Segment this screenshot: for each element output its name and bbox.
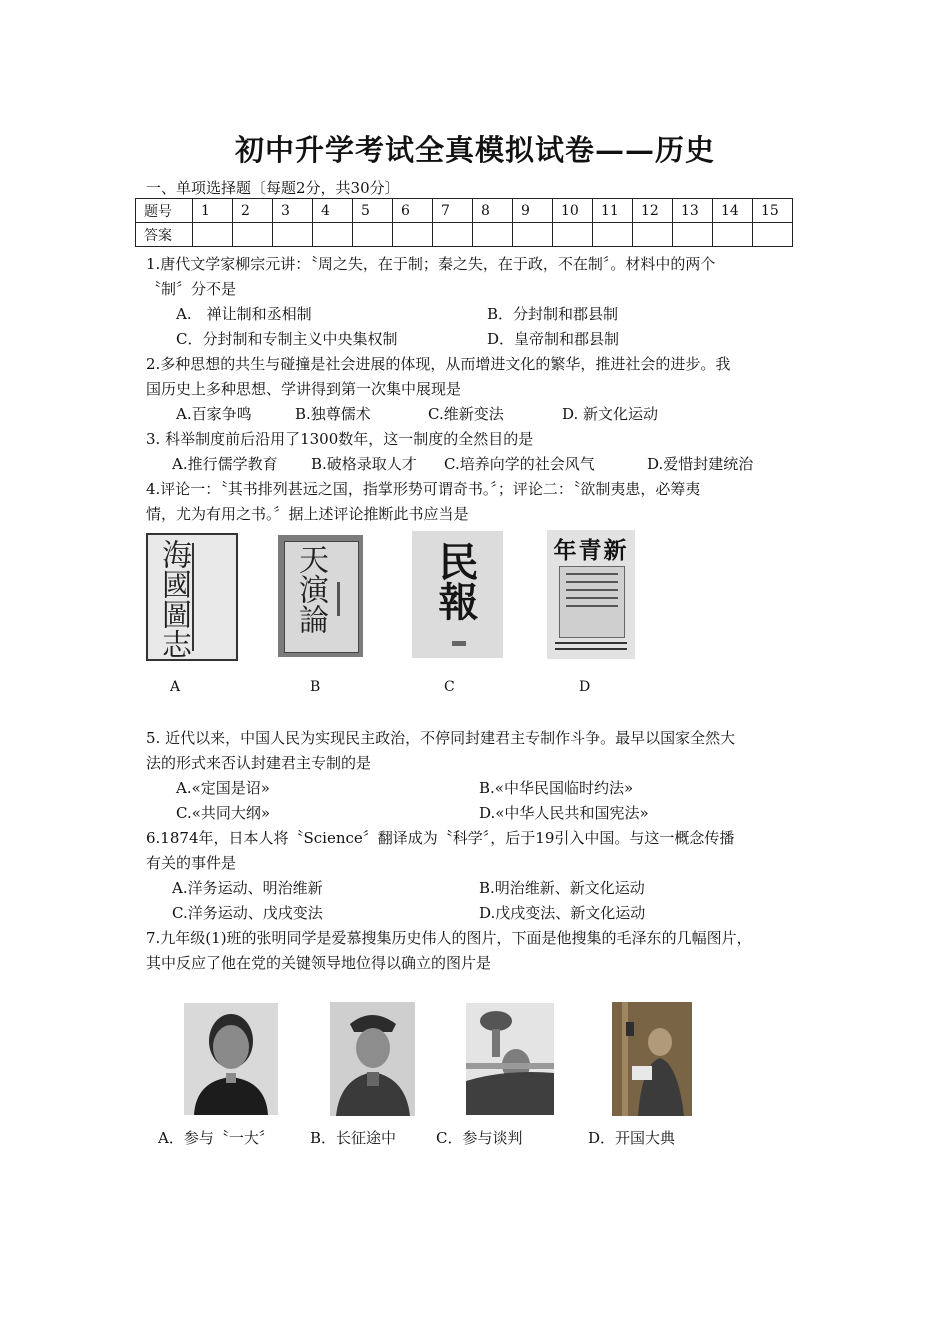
book-cover-d-image <box>547 530 635 659</box>
question-6-option-d: D.戊戌变法、新文化运动 <box>479 904 646 922</box>
cover-d-footer <box>555 648 627 650</box>
cover-b-mark <box>337 582 340 616</box>
book-cover-a-image <box>146 533 238 661</box>
question-1-option-b: B．分封制和郡县制 <box>487 305 619 323</box>
question-4-text: 情，尤为有用之书。〞据上述评论推断此书应当是 <box>146 505 469 523</box>
answer-input-cell[interactable] <box>393 223 433 247</box>
table-head-number: 题号 <box>136 199 193 223</box>
answer-table <box>135 198 793 247</box>
question-2-text: 国历史上多种思想、学讲得到第一次集中展现是 <box>146 380 462 398</box>
question-2-option-c: C.维新变法 <box>428 405 504 423</box>
table-cell: 13 <box>673 199 713 223</box>
question-5-option-d: D.«中华人民共和国宪法» <box>479 804 649 822</box>
question-1-text: 〝制〞分不是 <box>146 280 237 298</box>
cover-a-title: 海國圖志 <box>156 539 191 659</box>
table-cell: 11 <box>593 199 633 223</box>
table-cell: 9 <box>513 199 553 223</box>
question-5-option-c: C.«共同大纲» <box>176 804 271 822</box>
cover-d-title: 新青年 <box>553 537 629 564</box>
question-6-option-c: C.洋务运动、戊戌变法 <box>172 904 323 922</box>
answer-input-cell[interactable] <box>313 223 353 247</box>
photo-label-c: C．参与谈判 <box>436 1129 523 1147</box>
answer-input-cell[interactable] <box>353 223 393 247</box>
question-3-option-a: A.推行儒学教育 <box>172 455 278 473</box>
table-cell: 15 <box>753 199 793 223</box>
table-cell: 3 <box>273 199 313 223</box>
book-cover-b-image <box>278 535 363 657</box>
table-cell: 1 <box>193 199 233 223</box>
question-3-text: 3. 科举制度前后沿用了1300数年，这一制度的全然目的是 <box>146 430 534 448</box>
question-2-text: 2.多种思想的共生与碰撞是社会进展的体现，从而增进文化的繁华，推进社会的进步。我 <box>146 355 731 373</box>
answer-input-cell[interactable] <box>673 223 713 247</box>
question-3-option-d: D.爱惜封建统治 <box>647 455 754 473</box>
photo-b-image <box>330 1002 415 1116</box>
answer-input-cell[interactable] <box>433 223 473 247</box>
photo-label-d: D．开国大典 <box>588 1129 676 1147</box>
table-cell: 10 <box>553 199 593 223</box>
answer-input-cell[interactable] <box>273 223 313 247</box>
table-row <box>136 223 793 247</box>
cover-b-title: 天演論 <box>293 544 328 634</box>
cover-c-mark <box>452 641 466 646</box>
photo-label-a: A．参与〝一大〞 <box>158 1129 274 1147</box>
question-5-option-a: A.«定国是诏» <box>176 779 270 797</box>
question-1-option-c: C．分封制和专制主义中央集权制 <box>176 330 398 348</box>
table-cell: 14 <box>713 199 753 223</box>
table-cell: 8 <box>473 199 513 223</box>
answer-input-cell[interactable] <box>473 223 513 247</box>
book-cover-c-image <box>412 531 503 658</box>
question-6-text: 6.1874年，日本人将〝Science〞翻译成为〝科学〞，后于19引入中国。与这一概念传播 <box>146 829 735 847</box>
table-row <box>136 199 793 223</box>
image-label-b: B <box>310 679 321 695</box>
question-1-text: 1.唐代文学家柳宗元讲：〝周之失，在于制；秦之失，在于政，不在制〞。材料中的两个 <box>146 255 716 273</box>
answer-input-cell[interactable] <box>633 223 673 247</box>
image-label-d: D <box>579 679 591 695</box>
answer-input-cell[interactable] <box>233 223 273 247</box>
answer-input-cell[interactable] <box>513 223 553 247</box>
cover-c-title: 民報 <box>432 541 479 621</box>
answer-input-cell[interactable] <box>193 223 233 247</box>
image-label-c: C <box>444 679 455 695</box>
answer-input-cell[interactable] <box>553 223 593 247</box>
question-6-text: 有关的事件是 <box>146 854 237 872</box>
photo-a-image <box>184 1003 278 1115</box>
table-head-answer: 答案 <box>136 223 193 247</box>
table-cell: 5 <box>353 199 393 223</box>
image-label-a: A <box>170 679 181 695</box>
question-2-option-b: B.独尊儒术 <box>295 405 371 423</box>
question-1-option-d: D．皇帝制和郡县制 <box>487 330 620 348</box>
question-5-option-b: B.«中华民国临时约法» <box>479 779 634 797</box>
question-2-option-a: A.百家争鸣 <box>176 405 252 423</box>
table-cell: 4 <box>313 199 353 223</box>
question-4-text: 4.评论一：〝其书排列甚远之国，指掌形势可谓奇书。〞；评论二：〝欲制夷患，必筹夷 <box>146 480 701 498</box>
photo-label-b: B．长征途中 <box>310 1129 397 1147</box>
question-2-option-d: D. 新文化运动 <box>562 405 659 423</box>
table-cell: 6 <box>393 199 433 223</box>
table-cell: 12 <box>633 199 673 223</box>
photo-c-image <box>466 1003 554 1115</box>
question-3-option-c: C.培养向学的社会风气 <box>444 455 595 473</box>
question-1-option-a: A. 禅让制和丞相制 <box>176 305 312 323</box>
answer-input-cell[interactable] <box>753 223 793 247</box>
question-5-text: 法的形式来否认封建君主专制的是 <box>146 754 372 772</box>
question-5-text: 5. 近代以来，中国人民为实现民主政治，不停同封建君主专制作斗争。最早以国家全然大 <box>146 729 736 747</box>
question-7-text: 其中反应了他在党的关键领导地位得以确立的图片是 <box>146 954 492 972</box>
section-heading: 一、单项选择题〔每题2分，共30分〕 <box>146 179 400 197</box>
cover-d-contents <box>559 566 625 638</box>
photo-d-image <box>612 1002 692 1116</box>
question-6-option-b: B.明治维新、新文化运动 <box>479 879 645 897</box>
answer-input-cell[interactable] <box>713 223 753 247</box>
answer-input-cell[interactable] <box>593 223 633 247</box>
question-7-text: 7.九年级(1)班的张明同学是爱慕搜集历史伟人的图片，下面是他搜集的毛泽东的几幅图片， <box>146 929 752 947</box>
page-title: 初中升学考试全真模拟试卷——历史 <box>234 133 715 167</box>
question-6-option-a: A.洋务运动、明治维新 <box>172 879 323 897</box>
cover-a-divider <box>192 543 194 651</box>
question-3-option-b: B.破格录取人才 <box>311 455 417 473</box>
table-cell: 2 <box>233 199 273 223</box>
table-cell: 7 <box>433 199 473 223</box>
cover-d-footer <box>555 642 627 644</box>
